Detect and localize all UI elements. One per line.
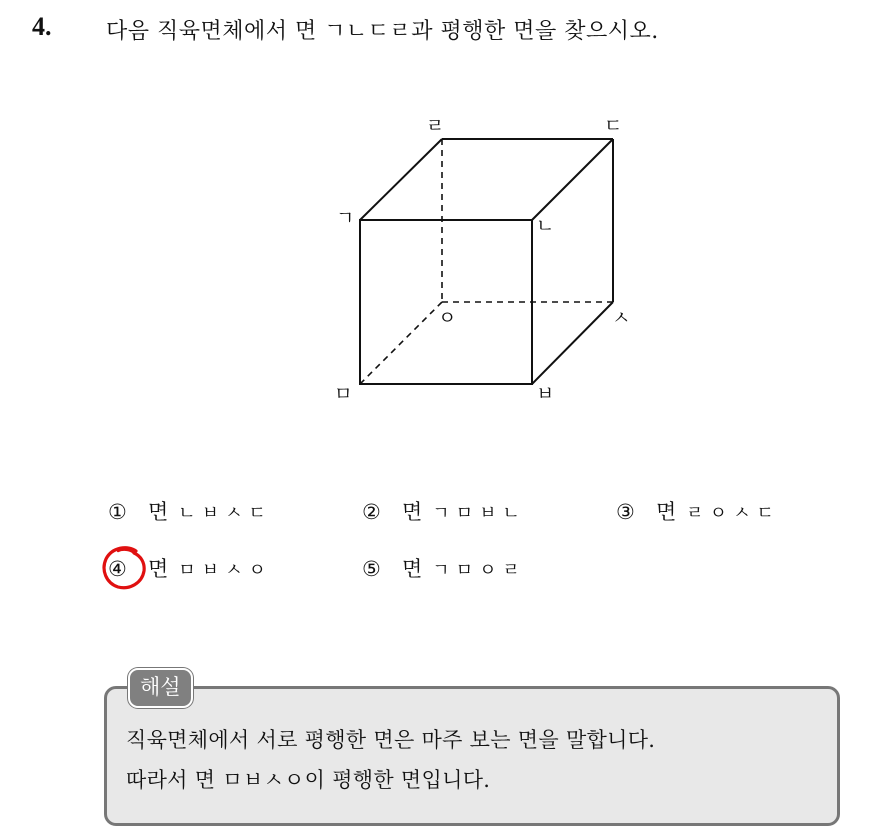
choice-2[interactable] (362, 496, 526, 526)
choice-word: 면 (402, 557, 423, 581)
question-number: 4. (32, 12, 52, 41)
choice-number: ① (108, 500, 127, 524)
choice-word: 면 (402, 500, 423, 524)
question-text: 다음 직육면체에서 면 ㄱㄴㄷㄹ과 평행한 면을 찾으시오. (106, 19, 659, 44)
choice-number: ② (362, 500, 381, 524)
choice-word: 면 (656, 500, 677, 524)
explanation-line-1: 직육면체에서 서로 평행한 면은 마주 보는 면을 말합니다. (126, 728, 656, 752)
vertex-label-d: ㄷ (604, 115, 623, 137)
explanation-tag: 해설 (128, 668, 193, 708)
choice-letters: ㄴㅂㅅㄷ (178, 503, 272, 524)
vertex-label-b: ㅂ (536, 383, 555, 405)
explanation-line-2: 따라서 면 ㅁㅂㅅㅇ이 평행한 면입니다. (126, 768, 491, 792)
choice-number: ③ (616, 500, 635, 524)
answer-circle-mark (100, 543, 148, 591)
choice-letters: ㅁㅂㅅㅇ (178, 560, 272, 581)
choice-word: 면 (148, 557, 169, 581)
choice-number: ⑤ (362, 557, 381, 581)
vertex-label-m: ㅁ (334, 383, 353, 405)
edge-b-s (532, 302, 613, 384)
choice-letters: ㄱㅁㅂㄴ (432, 503, 526, 524)
cuboid-diagram (320, 108, 650, 408)
choice-number: ④ (108, 557, 127, 581)
explanation-box (104, 686, 840, 826)
hidden-edge-m-o (360, 302, 442, 384)
vertex-label-r: ㄹ (426, 115, 445, 137)
choice-letters: ㄱㅁㅇㄹ (432, 560, 526, 581)
vertex-label-g: ㄱ (336, 207, 355, 229)
vertex-label-n: ㄴ (536, 215, 555, 237)
circle-stroke (104, 548, 144, 588)
vertex-label-s: ㅅ (612, 307, 631, 329)
choice-5[interactable] (362, 553, 526, 583)
choice-3[interactable] (616, 496, 780, 526)
cuboid-figure (320, 108, 650, 408)
choice-word: 면 (148, 500, 169, 524)
edge-g-r (360, 139, 442, 220)
circle-stroke-tail (118, 550, 134, 553)
choice-1[interactable] (108, 496, 272, 526)
choice-letters: ㄹㅇㅅㄷ (686, 503, 780, 524)
edge-n-d (532, 139, 613, 220)
vertex-label-o: ㅇ (438, 307, 457, 329)
